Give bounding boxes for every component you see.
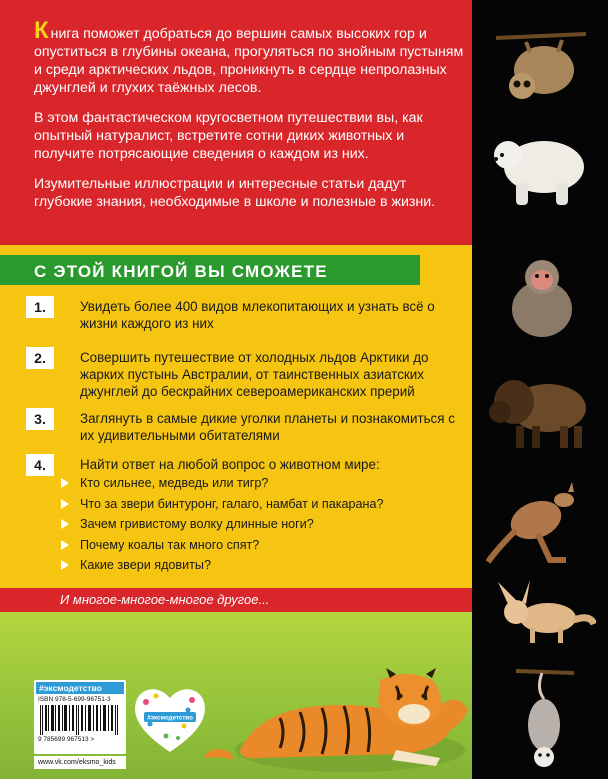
item-text: Увидеть более 400 видов млекопитающих и узнать всё о жизни каждого из них [80, 299, 435, 331]
question-text: Что за звери бинтуронг, галаго, намбат и пакарана? [80, 496, 384, 511]
question-item [60, 517, 460, 538]
japanese-macaque-image [486, 255, 596, 340]
tiger-illustration [200, 640, 472, 779]
question-item [60, 558, 460, 579]
polar-bear-image [486, 125, 596, 210]
features-headline: С ЭТОЙ КНИГОЙ ВЫ СМОЖЕТЕ [34, 262, 328, 281]
question-list [60, 476, 460, 579]
arrow-icon [60, 477, 70, 489]
intro-paragraph-3: Изумительные иллюстрации и интересные статьи дадут глубокие знания, необходимые в школе и полезные в жизни. [34, 176, 436, 210]
intro-paragraph-1-text: нига поможет добраться до вершин самых высоких гор и опуститься в глубины океана, прогуляться по знойным пустыням и среди арктических льдов, проникнуть в сердце непролазных джунглей и глухих таёжных лесов. [34, 26, 464, 96]
arrow-icon [60, 539, 70, 551]
slow-loris-image [486, 30, 596, 105]
question-text: Почему коалы так много спят? [80, 537, 260, 552]
arrow-icon [60, 559, 70, 571]
hashtag-label: #эксмодетство [36, 682, 124, 694]
arrow-icon [60, 498, 70, 510]
opossum-image [486, 665, 596, 770]
item-number: 4. [26, 454, 54, 476]
animal-strip [472, 0, 608, 779]
item-number: 1. [26, 296, 54, 318]
item-text: Найти ответ на любой вопрос о животном мире: [80, 457, 380, 472]
item-number: 2. [26, 347, 54, 369]
intro-text [34, 17, 464, 223]
vk-link: www.vk.com/eksmo_kids [34, 756, 126, 769]
barcode-digits: 9 785699 967513 > [38, 736, 95, 743]
question-text: Кто сильнее, медведь или тигр? [80, 476, 269, 490]
bison-image [486, 370, 596, 450]
arrow-icon [60, 518, 70, 530]
heart-label: #эксмодетство [147, 714, 193, 722]
drop-cap: К [34, 17, 49, 44]
fennec-fox-image [486, 580, 596, 645]
question-item [60, 476, 460, 497]
question-text: Зачем гривистому волку длинные ноги? [80, 517, 314, 531]
intro-paragraph-1 [34, 17, 464, 97]
isbn: ISBN 978-5-699-96751-3 [38, 696, 111, 703]
item-text: Заглянуть в самые дикие уголки планеты и познакомиться с их удивительными обитателями [80, 411, 455, 443]
more-text: И многое-многое-многое другое... [60, 592, 270, 607]
intro-paragraph-2: В этом фантастическом кругосветном путешествии вы, как опытный натуралист, встретите сотни диких животных и получите потрясающие сведения о каждом из них. [34, 110, 423, 162]
item-text: Совершить путешествие от холодных льдов Арктики до жарких пустынь Австралии, от таинственных азиатских джунглей до бескрайних североамериканских прерий [80, 350, 429, 399]
kangaroo-image [486, 480, 596, 565]
barcode [38, 705, 120, 735]
question-text: Какие звери ядовиты? [80, 558, 211, 572]
heart-logo [130, 678, 210, 758]
question-item [60, 497, 460, 518]
question-item [60, 538, 460, 559]
item-number: 3. [26, 408, 54, 430]
